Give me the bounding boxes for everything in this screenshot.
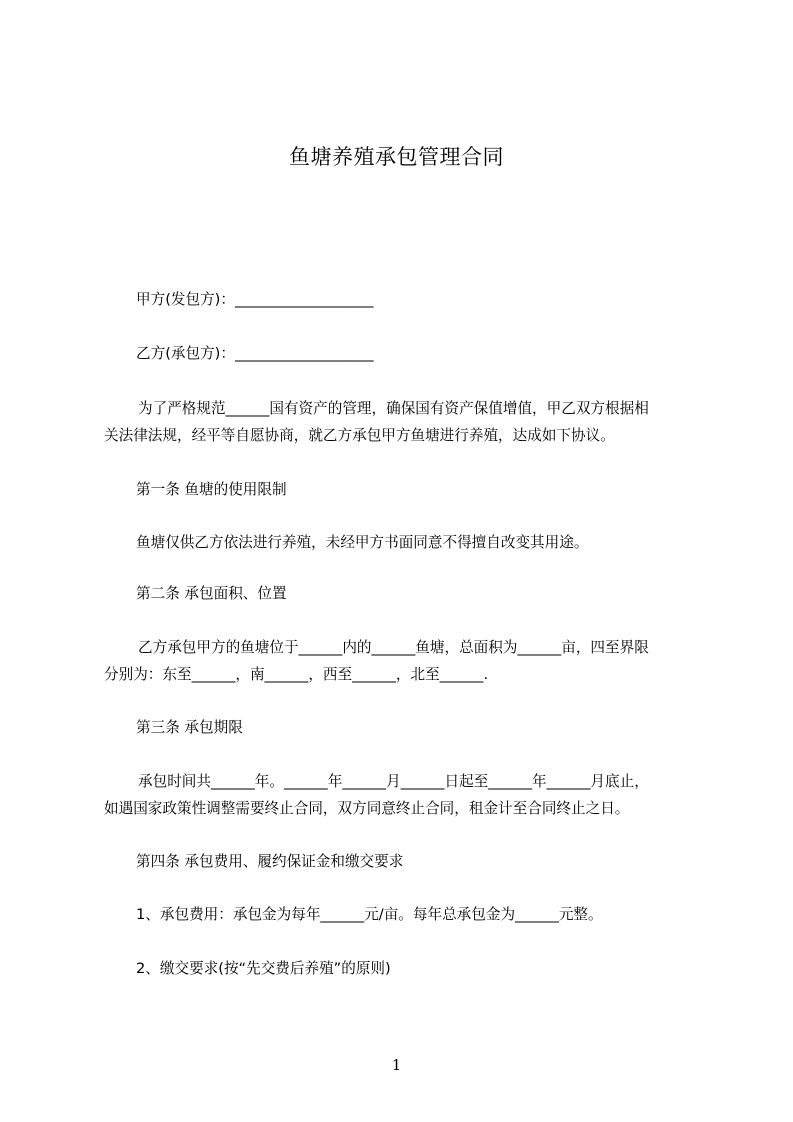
page-number: 1 (391, 1056, 402, 1074)
article-4-item-2: 2、缴交要求(按“先交费后养殖”的原则) (136, 960, 391, 977)
article-2-line-2: 分别为：东至______，南______，西至______，北至______. (104, 666, 489, 683)
article-3-line-1: 承包时间共______年。______年______月______日起至______年______月底止， (138, 773, 649, 790)
article-2-line-1: 乙方承包甲方的鱼塘位于______内的______鱼塘，总面积为______亩，四至界限 (138, 639, 649, 656)
party-a-line: 甲方(发包方)：___________________ (136, 291, 374, 308)
party-b-line: 乙方(承包方)：___________________ (136, 345, 374, 362)
preamble-line-1: 为了严格规范______国有资产的管理，确保国有资产保值增值，甲乙双方根据相 (138, 400, 649, 417)
article-1-heading: 第一条 鱼塘的使用限制 (136, 481, 287, 498)
article-3-line-2: 如遇国家政策性调整需要终止合同，双方同意终止合同，租金计至合同终止之日。 (104, 800, 630, 817)
article-4-item-1: 1、承包费用：承包金为每年______元/亩。每年总承包金为______元整。 (136, 906, 603, 923)
article-1-text: 鱼塘仅供乙方依法进行养殖，未经甲方书面同意不得擅自改变其用途。 (136, 534, 589, 551)
article-3-heading: 第三条 承包期限 (136, 719, 243, 736)
document-title: 鱼塘养殖承包管理合同 (289, 145, 504, 169)
article-4-heading: 第四条 承包费用、履约保证金和缴交要求 (136, 853, 404, 870)
preamble-line-2: 关法律法规，经平等自愿协商，就乙方承包甲方鱼塘进行养殖，达成如下协议。 (104, 427, 615, 444)
article-2-heading: 第二条 承包面积、位置 (136, 585, 287, 602)
